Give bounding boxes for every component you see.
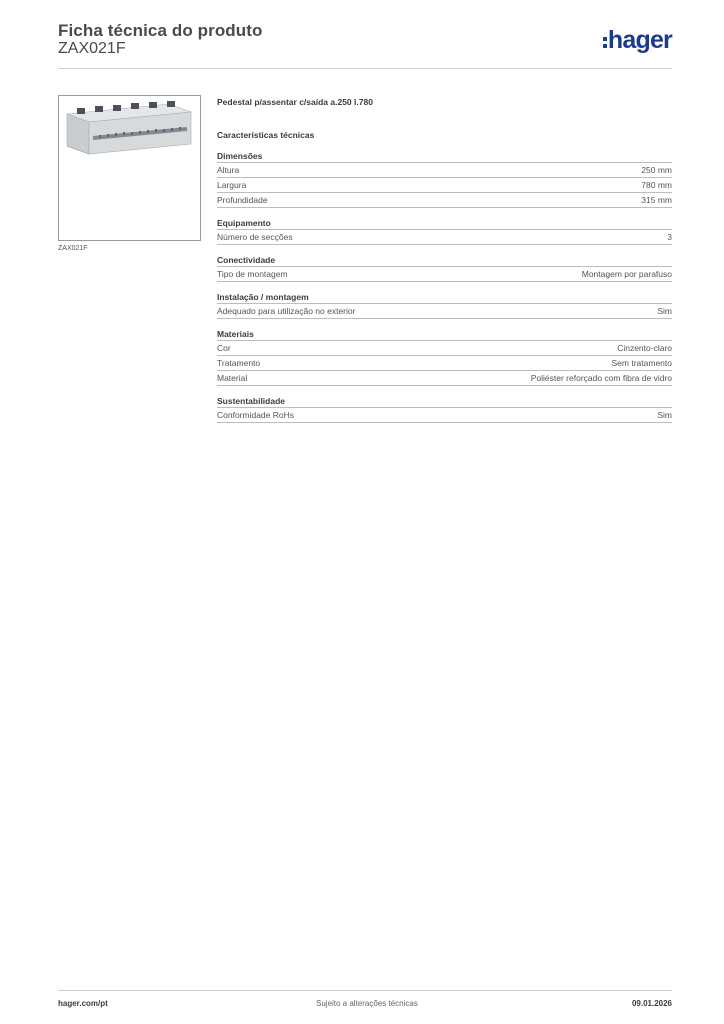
spec-row-label: Tipo de montagem — [217, 269, 288, 279]
spec-row-label: Tratamento — [217, 358, 261, 368]
spec-row-value: Sem tratamento — [611, 358, 672, 368]
spec-row — [217, 193, 672, 208]
product-image — [58, 95, 201, 241]
spec-row-label: Número de secções — [217, 232, 293, 242]
spec-group-title: Materiais — [217, 319, 672, 341]
page-title: Ficha técnica do produto — [58, 21, 263, 40]
spec-group — [217, 386, 672, 423]
spec-row-label: Conformidade RoHs — [217, 410, 295, 420]
spec-group — [217, 245, 672, 282]
hager-logo — [603, 25, 672, 55]
footer-notice: Sujeito a alterações técnicas — [316, 999, 418, 1008]
spec-row-value: 3 — [667, 232, 672, 242]
spec-row-label: Largura — [217, 180, 247, 190]
spec-group-title: Instalação / montagem — [217, 282, 672, 304]
spec-groups — [217, 141, 672, 423]
footer-date: 09.01.2026 — [631, 999, 672, 1008]
spec-group — [217, 141, 672, 208]
spec-row — [217, 304, 672, 319]
spec-row-label: Profundidade — [217, 195, 268, 205]
product-description: Pedestal p/assentar c/saída a.250 l.780 — [217, 97, 373, 107]
spec-row-value: Poliéster reforçado com fibra de vidro — [530, 373, 672, 383]
product-code: ZAX021F — [58, 40, 126, 57]
spec-group-title: Dimensões — [217, 141, 672, 163]
document-footer — [58, 990, 672, 1014]
spec-row-value: Cinzento-claro — [617, 343, 672, 353]
pedestal-illustration — [59, 96, 200, 240]
spec-row-label: Altura — [217, 165, 240, 175]
spec-row-label: Material — [217, 373, 248, 383]
footer-website[interactable]: hager.com/pt — [58, 999, 108, 1008]
spec-heading: Características técnicas — [217, 130, 315, 140]
product-image-caption: ZAX021F — [58, 245, 88, 252]
logo-colon-icon — [603, 37, 607, 48]
spec-group-title: Conectividade — [217, 245, 672, 267]
spec-row-value: 315 mm — [641, 195, 672, 205]
spec-group — [217, 282, 672, 319]
spec-row — [217, 356, 672, 371]
spec-group — [217, 319, 672, 386]
spec-group-title: Equipamento — [217, 208, 672, 230]
spec-row — [217, 341, 672, 356]
spec-row-value: 780 mm — [641, 180, 672, 190]
logo-text: hager — [607, 26, 672, 54]
spec-row — [217, 178, 672, 193]
spec-group-title: Sustentabilidade — [217, 386, 672, 408]
spec-row-value: 250 mm — [641, 165, 672, 175]
spec-row-label: Cor — [217, 343, 231, 353]
technical-spec — [217, 95, 672, 423]
spec-row — [217, 267, 672, 282]
spec-row-label: Adequado para utilização no exterior — [217, 306, 356, 316]
spec-row-value: Sim — [657, 306, 672, 316]
spec-row — [217, 371, 672, 386]
spec-row — [217, 163, 672, 178]
spec-group — [217, 208, 672, 245]
spec-row-value: Montagem por parafuso — [581, 269, 672, 279]
document-header — [58, 21, 672, 69]
spec-row — [217, 230, 672, 245]
spec-row-value: Sim — [657, 410, 672, 420]
spec-row — [217, 408, 672, 423]
